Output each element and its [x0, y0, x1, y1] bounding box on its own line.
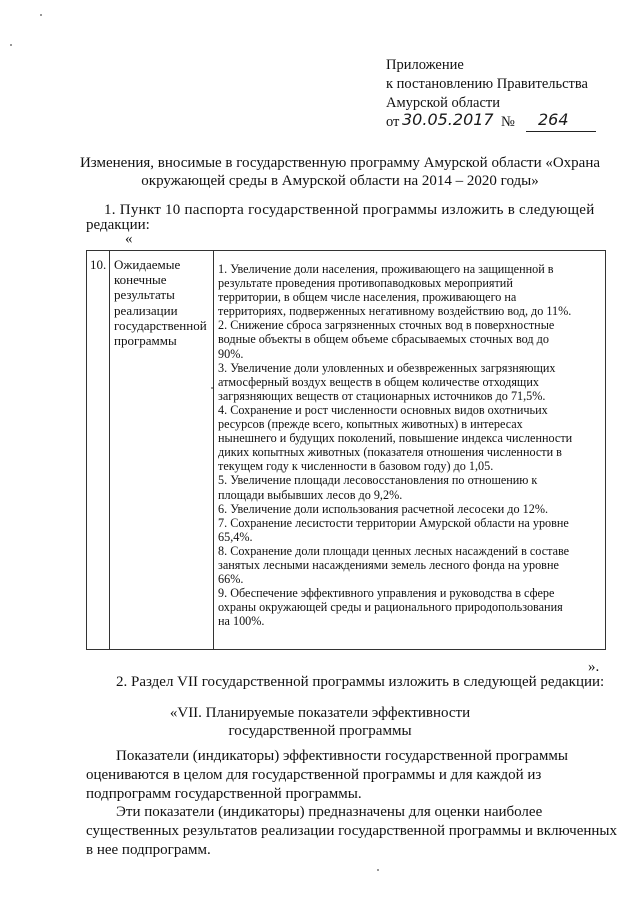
appendix-line-1: Приложение — [386, 57, 464, 73]
appendix-block — [386, 56, 588, 133]
item-2: 2. Раздел VII государственной программы изложить в следующей редакции: — [116, 674, 605, 690]
content-line: 4. Сохранение и рост численности основных видов охотничьих — [218, 402, 548, 417]
scan-speck — [377, 869, 379, 871]
column-divider-2 — [213, 251, 214, 649]
content-line: на 100%. — [218, 614, 265, 629]
content-line: водные объекты в общем объеме сбрасываемых сточных вод до — [218, 332, 549, 347]
paragraph-2-line-3: в нее подпрограмм. — [86, 842, 211, 858]
paragraph-1-line-1: Показатели (индикаторы) эффективности государственной программы — [116, 748, 568, 764]
appendix-line-3: Амурской области — [386, 95, 500, 111]
scan-speck — [211, 387, 213, 389]
content-line: 1. Увеличение доли населения, проживающего на защищенной в — [218, 262, 554, 276]
paragraph-2-line-1: Эти показатели (индикаторы) предназначены для оценки наиболее — [116, 804, 543, 820]
content-line: территории, в общем числе населения, проживающего на — [218, 290, 517, 305]
content-line: загрязняющих веществ от стационарных источников до 71,5%. — [218, 388, 546, 403]
date-prefix: от — [386, 114, 400, 130]
section-heading-line-2: государственной программы — [228, 723, 412, 739]
section-heading-line-1: «VII. Планируемые показатели эффективности — [169, 705, 471, 721]
row-number: 10. — [90, 257, 107, 272]
content-line: 3. Увеличение доли уловленных и обезвреженных загрязняющих — [218, 360, 556, 375]
opening-quote: « — [125, 231, 133, 247]
content-line: охраны окружающей среды и рационального природопользования — [218, 600, 563, 615]
content-line: 2. Снижение сброса загрязненных сточных вод в поверхностные — [218, 318, 555, 333]
content-line: результате проведения противопаводковых мероприятий — [218, 276, 513, 291]
content-line: площади выбывших лесов до 9,2%. — [218, 487, 403, 502]
indicator-label — [114, 257, 207, 348]
content-line: территориях, подверженных негативному воздействию вод, до 11%. — [218, 304, 572, 319]
handwritten-date: 30.05.2017 — [402, 110, 494, 129]
content-line: 65,4%. — [218, 529, 253, 544]
content-line: атмосферный воздух веществ в общем количестве отходящих — [218, 374, 539, 389]
content-line: диких копытных животных (показателя отношения численности в — [218, 445, 562, 460]
signature-underline — [526, 131, 596, 132]
handwritten-number: 264 — [538, 110, 569, 129]
passport-table — [86, 250, 606, 650]
appendix-date-line — [386, 110, 588, 133]
number-prefix: № — [501, 114, 515, 130]
content-line: 8. Сохранение доли площади ценных лесных насаждений в составе — [218, 543, 570, 558]
content-line: 6. Увеличение доли использования расчетной лесосеки до 12%. — [218, 501, 549, 516]
content-line: ресурсов (прежде всего, копытных животных) в интересах — [218, 417, 523, 432]
paragraph-2-line-2: существенных результатов реализации государственной программы и включенных — [86, 823, 617, 839]
label-line: Ожидаемые — [114, 257, 181, 272]
content-line: 90%. — [218, 346, 244, 361]
label-line: государственной — [114, 317, 207, 333]
label-line: результаты — [114, 287, 175, 303]
content-line: 7. Сохранение лесистости территории Амурской области на уровне — [218, 515, 569, 530]
scan-speck — [10, 44, 12, 46]
appendix-line-2: к постановлению Правительства — [386, 76, 588, 92]
paragraph-1-line-3: подпрограмм государственной программы. — [86, 786, 362, 802]
content-line: занятых лесными насаждениями земель лесного фонда на уровне — [218, 557, 559, 572]
indicator-content — [218, 262, 572, 628]
content-line: 66%. — [218, 572, 244, 587]
document-title: Изменения, вносимые в государственную программу Амурской области «Охрана окружающей среды в Амурской области на 2014 – 2020 годы» — [79, 155, 601, 189]
content-line: 9. Обеспечение эффективного управления и руководства в сфере — [218, 586, 555, 601]
scan-speck — [40, 14, 42, 16]
item-1-line-2: редакции: — [86, 217, 150, 233]
label-line: реализации — [114, 302, 178, 318]
content-line: нынешнего и будущих поколений, повышение индекса численности — [218, 431, 573, 446]
column-divider-1 — [109, 251, 110, 649]
label-line: конечные — [114, 272, 167, 288]
item-1-line-1: 1. Пункт 10 паспорта государственной программы изложить в следующей — [104, 202, 595, 218]
label-line: программы — [114, 333, 177, 349]
content-line: 5. Увеличение площади лесовосстановления по отношению к — [218, 473, 538, 488]
content-line: текущем году к численности в базовом году) до 1,05. — [218, 459, 494, 474]
paragraph-1-line-2: оцениваются в целом для государственной программы и для каждой из — [86, 767, 542, 783]
closing-quote: ». — [588, 659, 600, 675]
